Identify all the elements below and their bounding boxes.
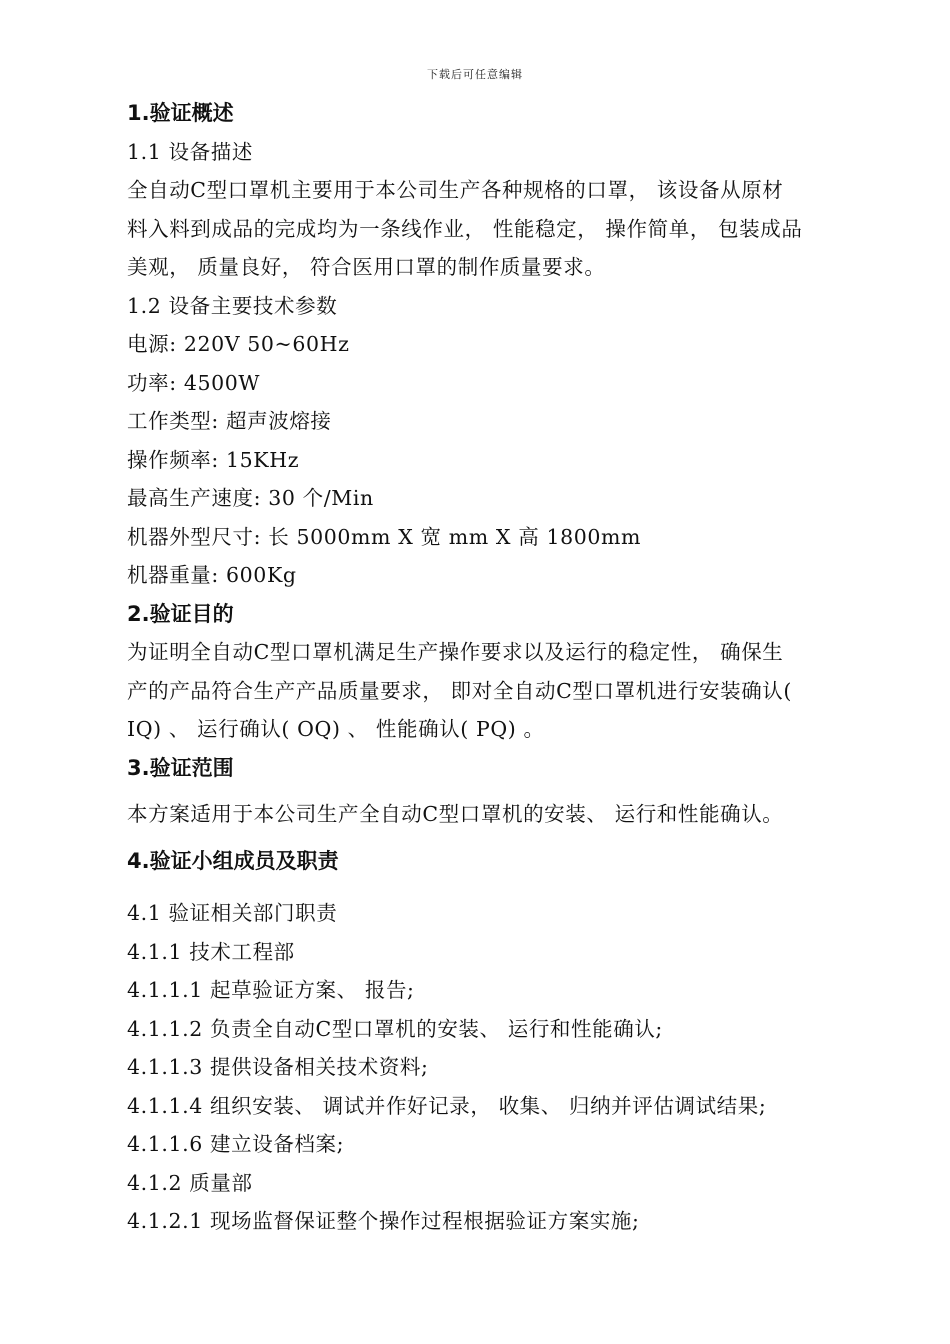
param-work-type: 工作类型: 超声波熔接 bbox=[127, 409, 332, 433]
section-4-heading: 4.验证小组成员及职责 bbox=[127, 848, 339, 873]
paragraph-line: 产的产品符合生产产品质量要求， 即对全自动C型口罩机进行安装确认( bbox=[127, 678, 792, 703]
paragraph-line: 料入料到成品的完成均为一条线作业， 性能稳定， 操作简单， 包装成品 bbox=[127, 216, 803, 241]
section-1-2-heading: 1.2 设备主要技术参数 bbox=[127, 293, 338, 318]
scope-paragraph: 本方案适用于本公司生产全自动C型口罩机的安装、 运行和性能确认。 bbox=[127, 802, 784, 826]
item-4-1-1-4: 4.1.1.4 组织安装、 调试并作好记录， 收集、 归纳并评估调试结果; bbox=[127, 1093, 767, 1118]
param-max-speed: 最高生产速度: 30 个/Min bbox=[127, 486, 374, 510]
section-1-1-heading: 1.1 设备描述 bbox=[127, 139, 253, 164]
document-body bbox=[127, 94, 867, 1241]
equipment-description-paragraph bbox=[127, 171, 867, 287]
paragraph-line: 美观， 质量良好， 符合医用口罩的制作质量要求。 bbox=[127, 255, 606, 279]
param-frequency: 操作频率: 15KHz bbox=[127, 447, 300, 472]
page-header: 下载后可任意编辑 bbox=[427, 68, 523, 81]
param-weight: 机器重量: 600Kg bbox=[127, 563, 297, 587]
item-4-1: 4.1 验证相关部门职责 bbox=[127, 901, 338, 925]
paragraph-line: IQ) 、 运行确认( OQ) 、 性能确认( PQ) 。 bbox=[127, 717, 545, 741]
section-2-heading: 2.验证目的 bbox=[127, 601, 234, 626]
purpose-paragraph bbox=[127, 633, 867, 749]
param-dimensions: 机器外型尺寸: 长 5000mm X 宽 mm X 高 1800mm bbox=[127, 524, 642, 549]
item-4-1-1-6: 4.1.1.6 建立设备档案; bbox=[127, 1132, 345, 1156]
paragraph-line: 全自动C型口罩机主要用于本公司生产各种规格的口罩， 该设备从原材 bbox=[127, 178, 784, 202]
paragraph-line: 为证明全自动C型口罩机满足生产操作要求以及运行的稳定性， 确保生 bbox=[127, 640, 784, 664]
item-4-1-1-2: 4.1.1.2 负责全自动C型口罩机的安装、 运行和性能确认; bbox=[127, 1016, 663, 1041]
param-power-supply: 电源: 220V 50~60Hz bbox=[127, 332, 350, 356]
section-1-heading: 1.验证概述 bbox=[127, 101, 234, 125]
item-4-1-1-1: 4.1.1.1 起草验证方案、 报告; bbox=[127, 978, 415, 1002]
param-power: 功率: 4500W bbox=[127, 370, 261, 395]
item-4-1-2-1: 4.1.2.1 现场监督保证整个操作过程根据验证方案实施; bbox=[127, 1209, 640, 1233]
item-4-1-1-3: 4.1.1.3 提供设备相关技术资料; bbox=[127, 1055, 429, 1079]
item-4-1-2: 4.1.2 质量部 bbox=[127, 1170, 253, 1195]
section-3-heading: 3.验证范围 bbox=[127, 755, 234, 780]
item-4-1-1: 4.1.1 技术工程部 bbox=[127, 939, 295, 964]
